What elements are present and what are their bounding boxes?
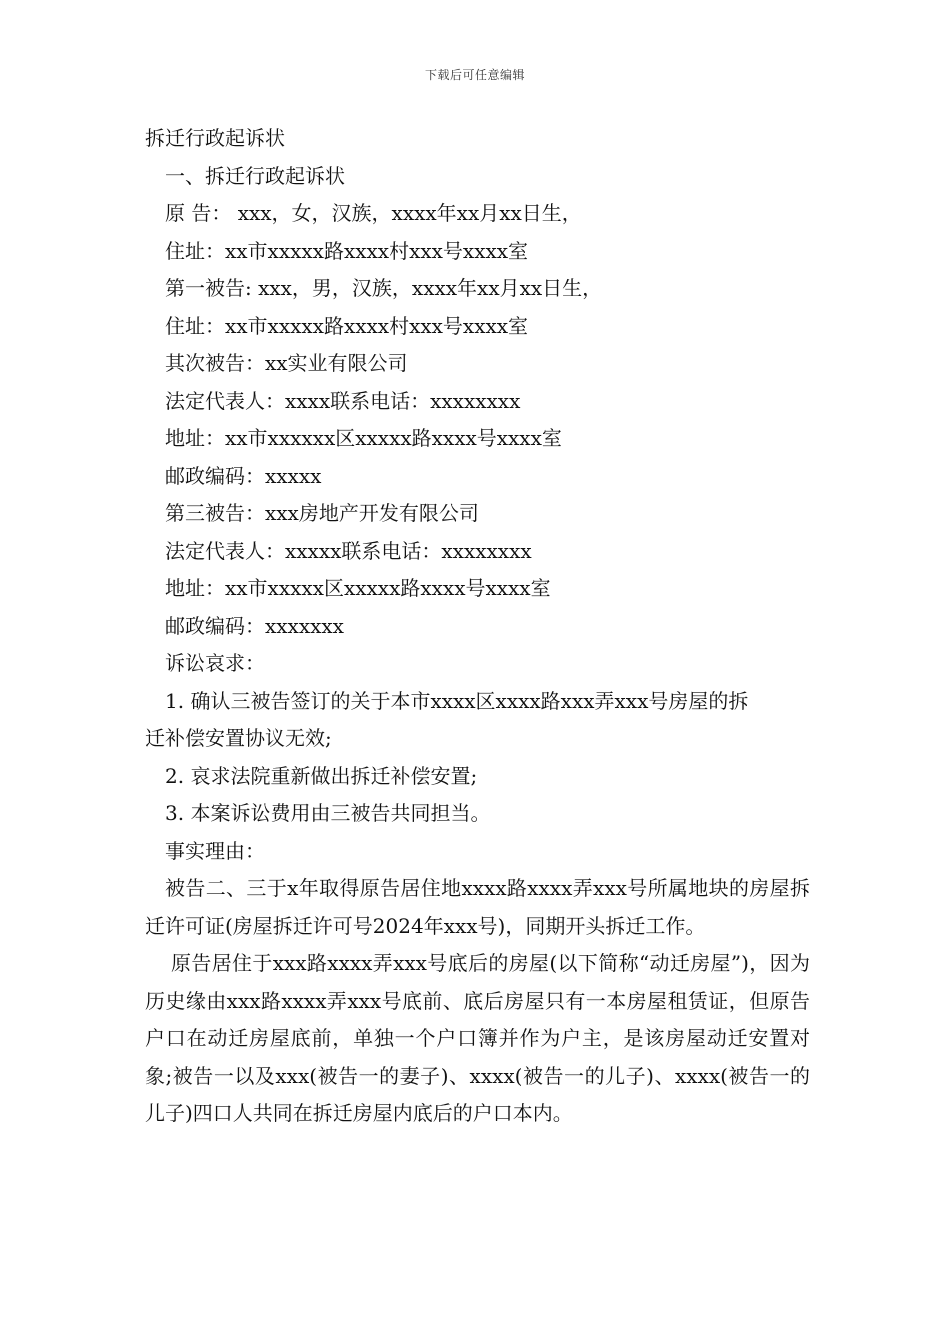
defendant1-address: 住址：xx市xxxxx路xxxx村xxx号xxxx室 xyxy=(165,313,529,338)
defendant3-address: 地址：xx市xxxxx区xxxxx路xxxx号xxxx室 xyxy=(165,576,551,600)
document-title: 拆迁行政起诉状 xyxy=(145,126,285,150)
claim-1-line-2: 迁补偿安置协议无效; xyxy=(145,726,332,750)
defendant3-representative: 法定代表人：xxxxx联系电话：xxxxxxxx xyxy=(165,538,532,563)
defendant2-postcode: 邮政编码：xxxxx xyxy=(165,463,322,488)
header-note: 下载后可任意编辑 xyxy=(424,68,525,82)
defendant3-postcode: 邮政编码：xxxxxxx xyxy=(165,613,344,638)
claim-1-line-1: 1. 确认三被告签订的关于本市xxxx区xxxx路xxx弄xxx号房屋的拆 xyxy=(165,688,749,713)
defendant2-info: 其次被告：xx实业有限公司 xyxy=(165,351,408,375)
defendant2-representative: 法定代表人：xxxx联系电话：xxxxxxxx xyxy=(165,388,521,413)
plaintiff-info: 原 告： xxx，女，汉族，xxxx年xx月xx日生， xyxy=(165,201,582,225)
facts-heading: 事实理由： xyxy=(165,838,265,863)
section-heading: 一、拆迁行政起诉状 xyxy=(165,163,345,188)
claims-heading: 诉讼哀求： xyxy=(165,651,265,675)
plaintiff-address: 住址：xx市xxxxx路xxxx村xxx号xxxx室 xyxy=(165,238,529,263)
facts-paragraph-2: 原告居住于xxx路xxxx弄xxx号底后的房屋(以下简称“动迁房屋”)，因为历史缘由xxx路xxxx弄xxx号底前、底后房屋只有一本房屋租赁证，但原告户口在动迁房屋底前，单独一个户口簿并作为户主，是该房屋动迁安置对象;被告一以及xxx(被告一的妻子)、xxxx(被告一的儿子)、xxxx(被告一的儿子)四口人共同在拆迁房屋内底后的户口本内。 xyxy=(145,951,810,1125)
facts-paragraph-1: 被告二、三于x年取得原告居住地xxxx路xxxx弄xxx号所属地块的房屋拆迁许可证(房屋拆迁许可号2024年xxx号)，同期开头拆迁工作。 xyxy=(145,876,810,938)
defendant3-info: 第三被告：xxx房地产开发有限公司 xyxy=(165,501,479,525)
defendant2-address: 地址：xx市xxxxxx区xxxxx路xxxx号xxxx室 xyxy=(165,426,562,450)
claim-2: 2. 哀求法院重新做出拆迁补偿安置; xyxy=(165,763,478,788)
defendant1-info: 第一被告: xxx，男，汉族，xxxx年xx月xx日生， xyxy=(165,276,603,300)
document-body xyxy=(145,120,810,1133)
claim-3: 3. 本案诉讼费用由三被告共同担当。 xyxy=(165,801,491,825)
